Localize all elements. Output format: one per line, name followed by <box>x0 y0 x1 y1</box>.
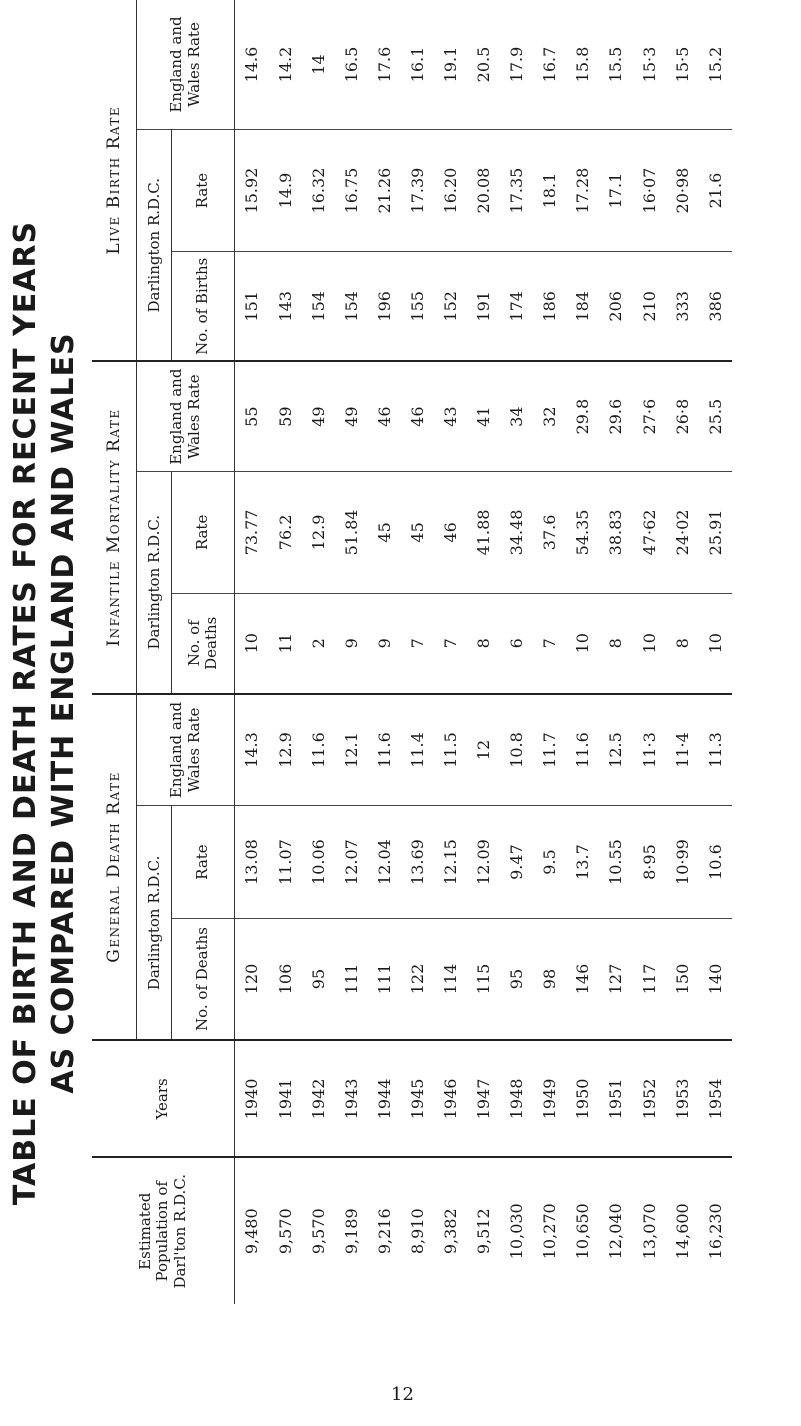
lb-no-births-header: No. of Births <box>172 252 235 362</box>
cell-im-rate: 45 <box>401 471 434 593</box>
cell-gd-rate: 10.06 <box>302 806 335 918</box>
cell-lb-rate: 16.32 <box>302 130 335 252</box>
cell-im-no: 8 <box>467 593 500 693</box>
cell-im-no: 7 <box>434 593 467 693</box>
im-no-deaths-header: No. of Deaths <box>172 593 235 693</box>
cell-lb-ew: 17.9 <box>500 0 533 130</box>
table-row <box>235 0 269 1304</box>
cell-im-ew: 29.6 <box>599 361 632 471</box>
cell-gd-rate: 10.55 <box>599 806 632 918</box>
cell-lb-no: 186 <box>533 252 566 362</box>
table-row <box>467 0 500 1304</box>
table-row <box>368 0 401 1304</box>
cell-lb-rate: 21.6 <box>699 130 732 252</box>
cell-population: 9,512 <box>474 1208 494 1255</box>
cell-population: 9,189 <box>341 1208 361 1255</box>
gd-rate-header: Rate <box>172 806 235 918</box>
cell-lb-no: 155 <box>401 252 434 362</box>
cell-gd-ew: 11.4 <box>401 694 434 806</box>
cell-gd-ew: 11.6 <box>368 694 401 806</box>
cell-im-no: 8 <box>666 593 699 693</box>
rates-table <box>92 0 732 1304</box>
cell-gd-no: 111 <box>368 918 401 1040</box>
cell-lb-ew: 16.1 <box>401 0 434 130</box>
lb-england-wales-header: England and Wales Rate <box>137 0 235 130</box>
cell-lb-rate: 20·98 <box>666 130 699 252</box>
cell-gd-no: 95 <box>302 918 335 1040</box>
cell-population: 9,570 <box>308 1208 328 1255</box>
cell-im-ew: 49 <box>302 361 335 471</box>
cell-gd-no: 117 <box>633 918 666 1040</box>
cell-im-no: 8 <box>599 593 632 693</box>
cell-im-no: 11 <box>268 593 301 693</box>
cell-gd-rate: 10·99 <box>666 806 699 918</box>
cell-gd-rate: 8·95 <box>633 806 666 918</box>
cell-lb-no: 174 <box>500 252 533 362</box>
cell-lb-no: 154 <box>335 252 368 362</box>
cell-im-rate: 73.77 <box>235 471 269 593</box>
table-row <box>666 0 699 1304</box>
cell-gd-rate: 13.7 <box>566 806 599 918</box>
cell-lb-no: 184 <box>566 252 599 362</box>
title-line-1: TABLE OF BIRTH AND DEATH RATES FOR RECENT YEARS <box>8 220 43 1206</box>
cell-im-ew: 43 <box>434 361 467 471</box>
cell-population: 9,382 <box>440 1208 460 1255</box>
cell-gd-ew: 12.1 <box>335 694 368 806</box>
cell-gd-rate: 9.5 <box>533 806 566 918</box>
cell-lb-ew: 15.2 <box>699 0 732 130</box>
cell-year: 1950 <box>566 1040 599 1157</box>
cell-lb-no: 143 <box>268 252 301 362</box>
gd-england-wales-header: England and Wales Rate <box>137 694 235 806</box>
cell-lb-rate: 18.1 <box>533 130 566 252</box>
cell-lb-ew: 15.8 <box>566 0 599 130</box>
cell-im-rate: 25.91 <box>699 471 732 593</box>
cell-year: 1949 <box>533 1040 566 1157</box>
cell-gd-rate: 12.15 <box>434 806 467 918</box>
cell-im-ew: 59 <box>268 361 301 471</box>
table-row <box>268 0 301 1304</box>
cell-lb-rate: 17.1 <box>599 130 632 252</box>
cell-year: 1946 <box>434 1040 467 1157</box>
cell-im-rate: 37.6 <box>533 471 566 593</box>
cell-lb-rate: 16.20 <box>434 130 467 252</box>
cell-lb-rate: 14.9 <box>268 130 301 252</box>
table-row <box>434 0 467 1304</box>
cell-population: 10,030 <box>507 1203 527 1260</box>
cell-population: 12,040 <box>606 1203 626 1260</box>
cell-gd-ew: 14.3 <box>235 694 269 806</box>
cell-population: 8,910 <box>407 1208 427 1255</box>
cell-gd-no: 146 <box>566 918 599 1040</box>
cell-lb-no: 333 <box>666 252 699 362</box>
cell-im-no: 9 <box>335 593 368 693</box>
cell-lb-ew: 15·3 <box>633 0 666 130</box>
cell-lb-ew: 14.2 <box>268 0 301 130</box>
cell-im-rate: 51.84 <box>335 471 368 593</box>
cell-im-rate: 34.48 <box>500 471 533 593</box>
cell-im-ew: 29.8 <box>566 361 599 471</box>
cell-im-rate: 54.35 <box>566 471 599 593</box>
cell-lb-no: 196 <box>368 252 401 362</box>
cell-im-rate: 41.88 <box>467 471 500 593</box>
cell-gd-no: 127 <box>599 918 632 1040</box>
cell-year: 1947 <box>467 1040 500 1157</box>
cell-lb-ew: 17.6 <box>368 0 401 130</box>
cell-lb-rate: 21.26 <box>368 130 401 252</box>
cell-year: 1951 <box>599 1040 632 1157</box>
cell-year: 1948 <box>500 1040 533 1157</box>
cell-lb-ew: 14 <box>302 0 335 130</box>
cell-gd-rate: 12.09 <box>467 806 500 918</box>
lb-rate-header: Rate <box>172 130 235 252</box>
cell-im-rate: 47·62 <box>633 471 666 593</box>
cell-gd-ew: 11.3 <box>699 694 732 806</box>
cell-year: 1954 <box>699 1040 732 1157</box>
cell-im-ew: 26·8 <box>666 361 699 471</box>
cell-year: 1953 <box>666 1040 699 1157</box>
cell-gd-ew: 11·4 <box>666 694 699 806</box>
cell-im-rate: 12.9 <box>302 471 335 593</box>
cell-lb-rate: 20.08 <box>467 130 500 252</box>
cell-gd-rate: 13.69 <box>401 806 434 918</box>
cell-gd-ew: 12.9 <box>268 694 301 806</box>
cell-im-no: 2 <box>302 593 335 693</box>
cell-im-no: 10 <box>235 593 269 693</box>
table-row <box>566 0 599 1304</box>
cell-im-rate: 46 <box>434 471 467 593</box>
cell-year: 1941 <box>268 1040 301 1157</box>
cell-gd-no: 122 <box>401 918 434 1040</box>
im-darlington-header: Darlington R.D.C. <box>137 471 172 693</box>
cell-gd-ew: 11.6 <box>302 694 335 806</box>
cell-lb-no: 152 <box>434 252 467 362</box>
live-birth-rate-header: Live Birth Rate <box>92 0 137 361</box>
cell-gd-ew: 10.8 <box>500 694 533 806</box>
cell-im-ew: 41 <box>467 361 500 471</box>
cell-im-no: 7 <box>401 593 434 693</box>
cell-lb-ew: 19.1 <box>434 0 467 130</box>
cell-gd-ew: 12.5 <box>599 694 632 806</box>
cell-year: 1942 <box>302 1040 335 1157</box>
cell-population: 13,070 <box>639 1203 659 1260</box>
cell-gd-rate: 12.04 <box>368 806 401 918</box>
cell-lb-ew: 15.5 <box>599 0 632 130</box>
cell-lb-rate: 17.39 <box>401 130 434 252</box>
cell-gd-ew: 11.6 <box>566 694 599 806</box>
cell-lb-ew: 16.5 <box>335 0 368 130</box>
table-row <box>699 0 732 1304</box>
table-row <box>533 0 566 1304</box>
cell-lb-ew: 15·5 <box>666 0 699 130</box>
table-row <box>599 0 632 1304</box>
cell-im-ew: 32 <box>533 361 566 471</box>
table-row <box>633 0 666 1304</box>
cell-im-rate: 76.2 <box>268 471 301 593</box>
cell-im-rate: 45 <box>368 471 401 593</box>
cell-im-rate: 24·02 <box>666 471 699 593</box>
cell-year: 1940 <box>235 1040 269 1157</box>
cell-im-rate: 38.83 <box>599 471 632 593</box>
years-header: Years <box>92 1040 235 1157</box>
cell-lb-no: 386 <box>699 252 732 362</box>
cell-gd-no: 114 <box>434 918 467 1040</box>
cell-gd-rate: 10.6 <box>699 806 732 918</box>
cell-lb-rate: 16·07 <box>633 130 666 252</box>
general-death-rate-header: General Death Rate <box>92 694 137 1041</box>
im-rate-header: Rate <box>172 471 235 593</box>
cell-lb-rate: 17.28 <box>566 130 599 252</box>
cell-im-ew: 27·6 <box>633 361 666 471</box>
cell-gd-no: 120 <box>235 918 269 1040</box>
cell-lb-no: 206 <box>599 252 632 362</box>
cell-lb-no: 154 <box>302 252 335 362</box>
table-body <box>235 0 733 1304</box>
cell-gd-no: 106 <box>268 918 301 1040</box>
cell-gd-no: 98 <box>533 918 566 1040</box>
cell-gd-rate: 9.47 <box>500 806 533 918</box>
cell-population: 9,480 <box>242 1208 262 1255</box>
table-row <box>335 0 368 1304</box>
cell-im-no: 7 <box>533 593 566 693</box>
cell-lb-no: 151 <box>235 252 269 362</box>
cell-gd-rate: 13.08 <box>235 806 269 918</box>
cell-lb-rate: 15.92 <box>235 130 269 252</box>
cell-lb-ew: 14.6 <box>235 0 269 130</box>
table-row <box>401 0 434 1304</box>
cell-lb-ew: 16.7 <box>533 0 566 130</box>
cell-population: 9,216 <box>374 1208 394 1255</box>
cell-im-no: 6 <box>500 593 533 693</box>
cell-population: 10,270 <box>540 1203 560 1260</box>
cell-year: 1945 <box>401 1040 434 1157</box>
cell-im-no: 9 <box>368 593 401 693</box>
cell-population: 9,570 <box>275 1208 295 1255</box>
cell-gd-no: 150 <box>666 918 699 1040</box>
cell-gd-no: 115 <box>467 918 500 1040</box>
table-row <box>302 0 335 1304</box>
cell-lb-ew: 20.5 <box>467 0 500 130</box>
cell-gd-ew: 11.7 <box>533 694 566 806</box>
cell-lb-rate: 17.35 <box>500 130 533 252</box>
cell-im-ew: 34 <box>500 361 533 471</box>
cell-gd-no: 111 <box>335 918 368 1040</box>
cell-population: 16,230 <box>705 1203 725 1260</box>
gd-darlington-header: Darlington R.D.C. <box>137 806 172 1040</box>
cell-im-ew: 46 <box>401 361 434 471</box>
cell-population: 14,600 <box>672 1203 692 1260</box>
cell-gd-ew: 11.5 <box>434 694 467 806</box>
cell-gd-ew: 12 <box>467 694 500 806</box>
cell-year: 1944 <box>368 1040 401 1157</box>
population-header: Estimated Population of Darl'ton R.D.C. <box>92 1158 235 1305</box>
cell-year: 1943 <box>335 1040 368 1157</box>
page-number: 12 <box>391 1384 414 1406</box>
cell-im-ew: 25.5 <box>699 361 732 471</box>
cell-im-no: 10 <box>633 593 666 693</box>
cell-lb-no: 191 <box>467 252 500 362</box>
cell-im-ew: 46 <box>368 361 401 471</box>
cell-population: 10,650 <box>573 1203 593 1260</box>
cell-gd-no: 95 <box>500 918 533 1040</box>
im-england-wales-header: England and Wales Rate <box>137 361 235 471</box>
cell-year: 1952 <box>633 1040 666 1157</box>
cell-gd-ew: 11·3 <box>633 694 666 806</box>
cell-im-ew: 55 <box>235 361 269 471</box>
cell-gd-rate: 12.07 <box>335 806 368 918</box>
cell-im-no: 10 <box>566 593 599 693</box>
infantile-mortality-rate-header: Infantile Mortality Rate <box>92 361 137 693</box>
gd-no-deaths-header: No. of Deaths <box>172 918 235 1040</box>
cell-im-no: 10 <box>699 593 732 693</box>
lb-darlington-header: Darlington R.D.C. <box>137 130 172 362</box>
cell-im-ew: 49 <box>335 361 368 471</box>
cell-lb-no: 210 <box>633 252 666 362</box>
cell-gd-rate: 11.07 <box>268 806 301 918</box>
cell-lb-rate: 16.75 <box>335 130 368 252</box>
title-line-2: AS COMPARED WITH ENGLAND AND WALES <box>46 332 81 1094</box>
table-row <box>500 0 533 1304</box>
cell-gd-no: 140 <box>699 918 732 1040</box>
